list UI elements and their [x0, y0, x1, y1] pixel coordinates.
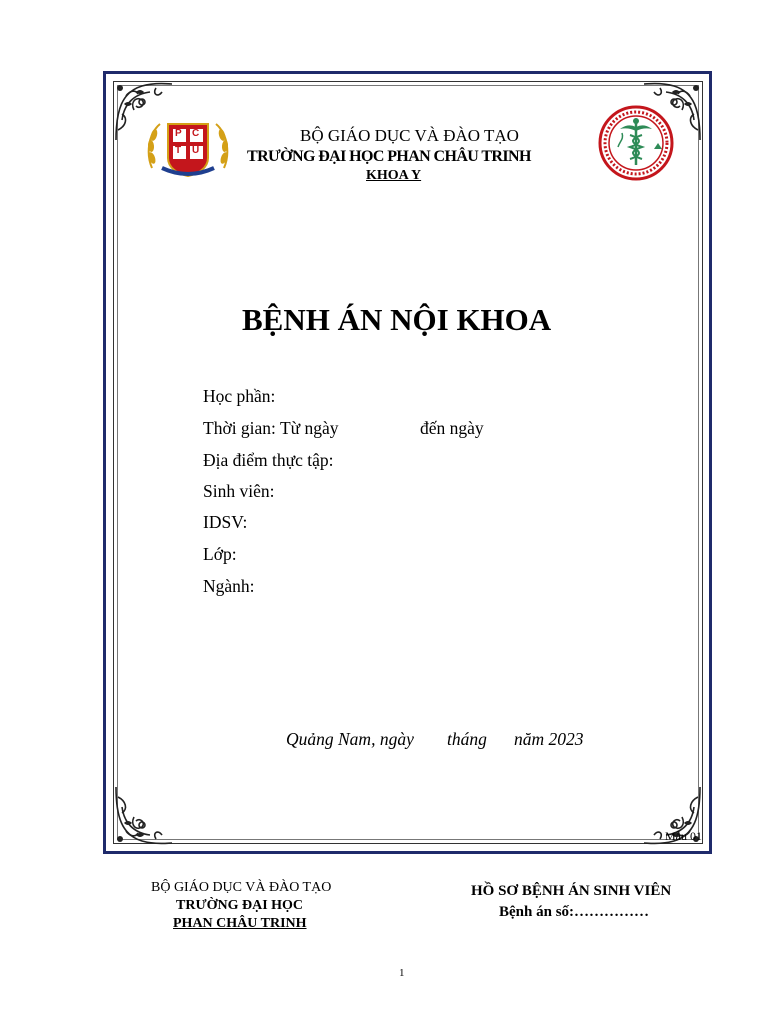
logo-letter-2: C	[192, 128, 200, 139]
record-title: HỒ SƠ BỆNH ÁN SINH VIÊN	[471, 883, 672, 899]
field-location: Địa điểm thực tập:	[203, 450, 334, 470]
field-time-to: đến ngày	[420, 418, 484, 438]
page-number: 1	[399, 967, 405, 979]
logo-letter-4: U	[192, 145, 200, 156]
field-class: Lớp:	[203, 544, 237, 564]
field-module: Học phần:	[203, 386, 276, 406]
faculty-name: KHOA Y	[366, 168, 422, 183]
university-name: TRƯỜNG ĐẠI HỌC PHAN CHÂU TRINH	[247, 148, 531, 165]
record-number: Bệnh án số:……………	[499, 904, 650, 920]
document-title: BỆNH ÁN NỘI KHOA	[242, 302, 552, 337]
university-logo	[146, 118, 230, 178]
logo-letter-3: T	[175, 145, 182, 156]
field-student-id: IDSV:	[203, 512, 248, 532]
form-code: Mẫu 01	[665, 829, 702, 843]
field-time-from: Thời gian: Từ ngày	[203, 418, 339, 438]
date-place-day: Quảng Nam, ngày	[286, 729, 414, 749]
medical-seal-logo	[594, 105, 678, 181]
ministry-name: BỘ GIÁO DỤC VÀ ĐÀO TẠO	[300, 126, 519, 145]
ornament-corner-bottom-left	[112, 783, 176, 847]
lower-university-line1: TRƯỜNG ĐẠI HỌC	[176, 898, 304, 913]
field-student: Sinh viên:	[203, 481, 275, 501]
date-year: năm 2023	[514, 729, 584, 749]
lower-university-line2: PHAN CHÂU TRINH	[173, 916, 307, 931]
lower-ministry-name: BỘ GIÁO DỤC VÀ ĐÀO TẠO	[151, 880, 332, 895]
date-month: tháng	[447, 729, 487, 749]
logo-letter-1: P	[175, 128, 182, 139]
field-major: Ngành:	[203, 576, 255, 596]
